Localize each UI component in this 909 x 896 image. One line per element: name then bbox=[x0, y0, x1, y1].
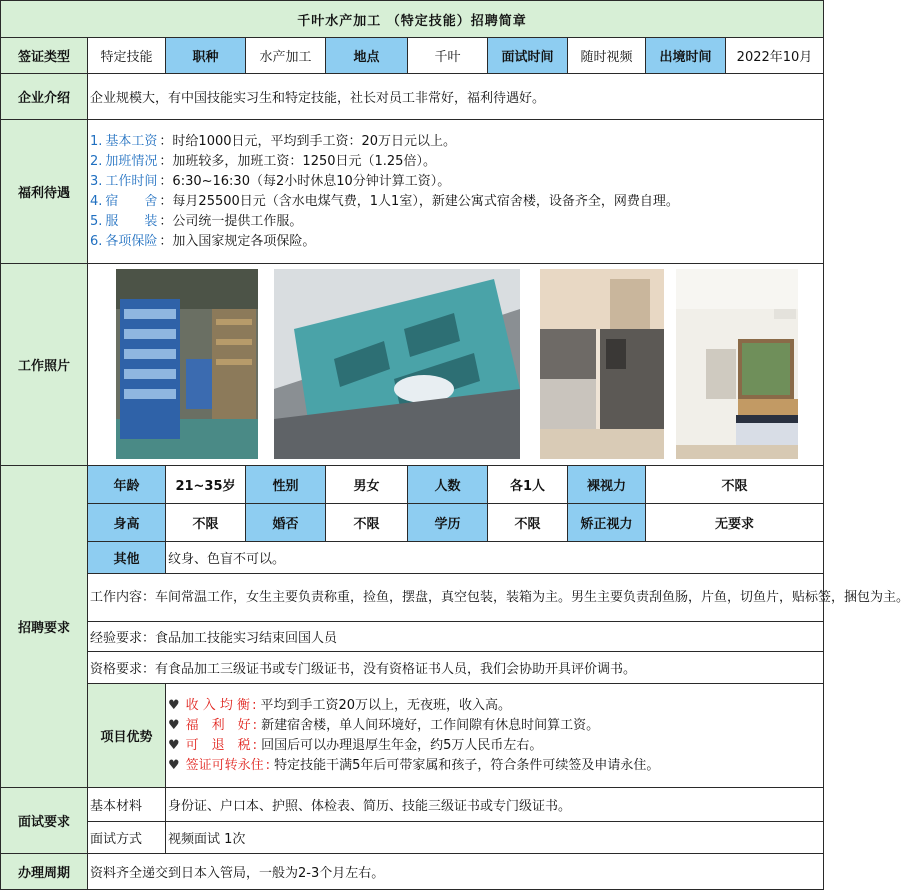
count-label: 人数 bbox=[408, 466, 488, 504]
interview-label: 面试要求 bbox=[1, 788, 88, 854]
advantage-key: 可 退 税 bbox=[185, 737, 251, 753]
advantage-separator: : bbox=[252, 697, 257, 713]
materials-label: 基本材料 bbox=[88, 788, 166, 822]
benefit-text: ：加入国家规定各项保险。 bbox=[159, 233, 316, 249]
advantage-text: 特定技能干满5年后可带家属和孩子，符合条件可续签及申请永住。 bbox=[274, 757, 660, 773]
advantage-item bbox=[168, 736, 821, 756]
benefits-list bbox=[88, 120, 824, 264]
corrected-vision-label: 矫正视力 bbox=[568, 504, 646, 542]
factory-warehouse-photo bbox=[116, 269, 258, 459]
benefit-key: 基本工资 bbox=[105, 133, 158, 149]
education-label: 学历 bbox=[408, 504, 488, 542]
processing-period-text: 资料齐全递交到日本入管局，一般为2-3个月左右。 bbox=[88, 854, 824, 890]
gender-value: 男女 bbox=[326, 466, 408, 504]
company-intro-text: 企业规模大，有中国技能实习生和特定技能，社长对员工非常好，福利待遇好。 bbox=[88, 74, 824, 120]
other-label: 其他 bbox=[88, 542, 166, 574]
benefit-key: 服 装 bbox=[105, 213, 158, 229]
height-label: 身高 bbox=[88, 504, 166, 542]
advantage-separator: : bbox=[252, 717, 258, 733]
benefit-number: 4. bbox=[90, 193, 103, 209]
departure-time-value: 2022年10月 bbox=[726, 38, 824, 74]
marriage-label: 婚否 bbox=[246, 504, 326, 542]
benefit-number: 2. bbox=[90, 153, 103, 169]
benefit-item bbox=[90, 152, 821, 172]
heart-icon: ♥ bbox=[168, 757, 180, 773]
count-value: 各1人 bbox=[488, 466, 568, 504]
benefit-key: 宿 舍 bbox=[105, 193, 158, 209]
processing-period-label: 办理周期 bbox=[1, 854, 88, 890]
page-title: 千叶水产加工 （特定技能）招聘简章 bbox=[1, 1, 824, 38]
benefit-key: 工作时间 bbox=[105, 173, 158, 189]
company-intro-label: 企业介绍 bbox=[1, 74, 88, 120]
interview-method-label: 面试方式 bbox=[88, 822, 166, 854]
age-value: 21~35岁 bbox=[166, 466, 246, 504]
benefit-text: ：加班较多，加班工资：1250日元（1.25倍）。 bbox=[159, 153, 436, 169]
qualification-requirement: 资格要求：有食品加工三级证书或专门级证书，没有资格证书人员，我们会协助开具评价调书。 bbox=[88, 652, 824, 684]
benefit-item bbox=[90, 212, 821, 232]
location-value: 千叶 bbox=[408, 38, 488, 74]
work-content: 工作内容：车间常温工作，女生主要负责称重，捡鱼，摆盘，真空包装，装箱为主。男生主要负责刮鱼肠，片鱼，切鱼片，贴标签，捆包为主。 bbox=[88, 574, 824, 622]
benefit-text: ：每月25500日元（含水电煤气费，1人1室），新建公寓式宿舍楼，设备齐全，网费自理。 bbox=[159, 193, 679, 209]
benefit-text: ：6:30~16:30（每2小时休息10分钟计算工资）。 bbox=[159, 173, 451, 189]
advantage-key: 福 利 好 bbox=[185, 717, 251, 733]
benefit-number: 3. bbox=[90, 173, 103, 189]
benefit-number: 1. bbox=[90, 133, 103, 149]
location-label: 地点 bbox=[326, 38, 408, 74]
marriage-value: 不限 bbox=[326, 504, 408, 542]
advantage-text: 新建宿舍楼，单人间环境好，工作间隙有休息时间算工资。 bbox=[261, 717, 600, 733]
other-value: 纹身、色盲不可以。 bbox=[166, 542, 824, 574]
departure-time-label: 出境时间 bbox=[646, 38, 726, 74]
work-photos-area bbox=[88, 264, 824, 466]
benefit-number: 5. bbox=[90, 213, 103, 229]
dorm-kitchen-photo bbox=[540, 269, 664, 459]
experience-requirement: 经验要求：食品加工技能实习结束回国人员 bbox=[88, 622, 824, 652]
benefit-item bbox=[90, 172, 821, 192]
advantage-item bbox=[168, 696, 821, 716]
visa-type-value: 特定技能 bbox=[88, 38, 166, 74]
job-value: 水产加工 bbox=[246, 38, 326, 74]
height-value: 不限 bbox=[166, 504, 246, 542]
advantage-separator: : bbox=[252, 737, 258, 753]
benefit-text: ：时给1000日元，平均到手工资：20万日元以上。 bbox=[159, 133, 457, 149]
benefit-item bbox=[90, 132, 821, 152]
benefit-item bbox=[90, 192, 821, 212]
advantages-list bbox=[166, 684, 824, 788]
benefit-key: 加班情况 bbox=[105, 153, 158, 169]
heart-icon: ♥ bbox=[168, 697, 180, 713]
naked-vision-label: 裸视力 bbox=[568, 466, 646, 504]
heart-icon: ♥ bbox=[168, 717, 180, 733]
advantage-item bbox=[168, 756, 821, 776]
work-photos-label: 工作照片 bbox=[1, 264, 88, 466]
advantage-text: 平均到手工资20万以上，无夜班，收入高。 bbox=[260, 697, 511, 713]
corrected-vision-value: 无要求 bbox=[646, 504, 824, 542]
interview-time-value: 随时视频 bbox=[568, 38, 646, 74]
heart-icon: ♥ bbox=[168, 737, 180, 753]
requirements-label: 招聘要求 bbox=[1, 466, 88, 788]
interview-time-label: 面试时间 bbox=[488, 38, 568, 74]
gender-label: 性别 bbox=[246, 466, 326, 504]
interview-method-value: 视频面试 1次 bbox=[166, 822, 824, 854]
advantage-key: 签证可转永住 bbox=[185, 757, 264, 773]
advantages-label: 项目优势 bbox=[88, 684, 166, 788]
benefit-key: 各项保险 bbox=[105, 233, 158, 249]
benefit-text: ：公司统一提供工作服。 bbox=[159, 213, 303, 229]
dormitory-building-photo bbox=[274, 269, 520, 459]
benefits-label: 福利待遇 bbox=[1, 120, 88, 264]
dorm-bedroom-photo bbox=[676, 269, 798, 459]
advantage-key: 收 入 均 衡 bbox=[185, 697, 251, 713]
materials-value: 身份证、户口本、护照、体检表、简历、技能三级证书或专门级证书。 bbox=[166, 788, 824, 822]
advantage-text: 回国后可以办理退厚生年金，约5万人民币左右。 bbox=[261, 737, 543, 753]
age-label: 年龄 bbox=[88, 466, 166, 504]
advantage-separator: : bbox=[265, 757, 271, 773]
benefit-item bbox=[90, 232, 821, 252]
education-value: 不限 bbox=[488, 504, 568, 542]
visa-type-label: 签证类型 bbox=[1, 38, 88, 74]
job-label: 职种 bbox=[166, 38, 246, 74]
advantage-item bbox=[168, 716, 821, 736]
naked-vision-value: 不限 bbox=[646, 466, 824, 504]
benefit-number: 6. bbox=[90, 233, 103, 249]
